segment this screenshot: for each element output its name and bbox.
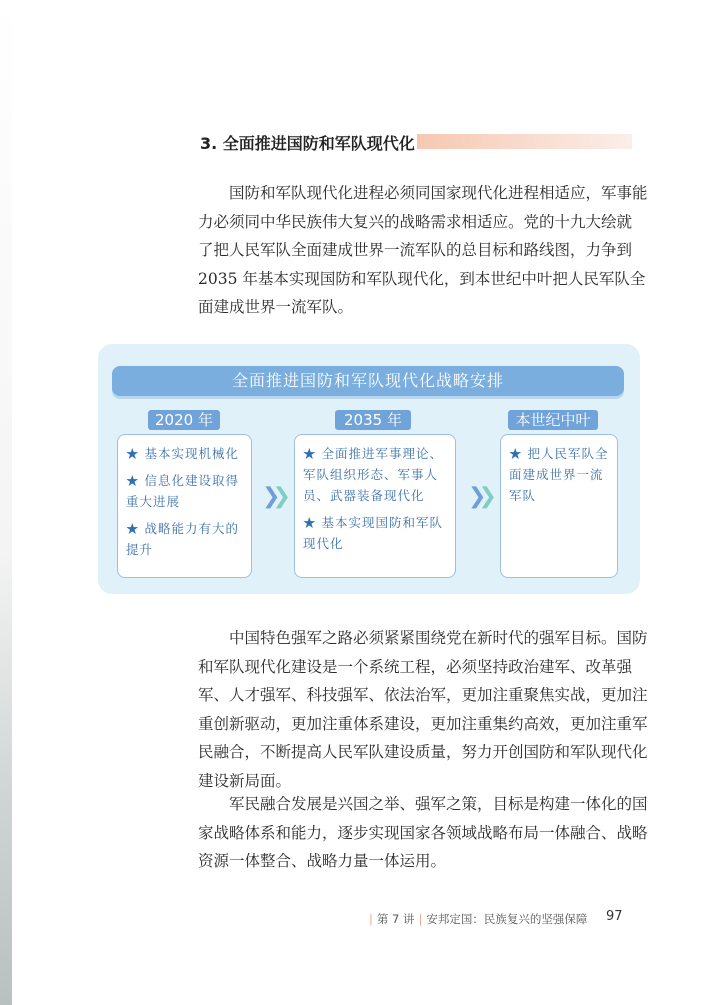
stage-item: 基本实现机械化: [144, 446, 240, 461]
text-line: 家战略体系和能力，逐步实现国家各领域战略布局一体融合、战略: [198, 823, 648, 842]
chevron-right-icon: ❯❯: [262, 484, 283, 509]
star-icon: ★: [303, 515, 317, 530]
text-line: 中国特色强军之路必须紧紧围绕党在新时代的强军目标。国防: [229, 629, 648, 647]
section-heading: 3. 全面推进国防和军队现代化: [200, 134, 415, 153]
lecture-number: 第 7 讲: [376, 912, 415, 926]
stage-item: 基本实现国防和军队现代化: [303, 515, 444, 551]
star-icon: ★: [126, 473, 140, 488]
text-line: 资源一体整合、战略力量一体运用。: [198, 852, 447, 870]
text-line: 军民融合发展是兴国之举、强军之策，目标是构建一体化的国: [229, 795, 648, 813]
stage-item: 战略能力有大的提升: [126, 521, 240, 557]
text-line: 2035 年基本实现国防和军队现代化，到本世纪中叶把人民军队全: [198, 269, 646, 288]
chevron-right-icon: ❯❯: [468, 484, 489, 509]
paragraph-2: [198, 624, 648, 795]
text-line: 建设新局面。: [198, 771, 292, 790]
stage-item: 全面推进军事理论、军队组织形态、军事人员、武器装备现代化: [303, 446, 444, 503]
text-line: 国防和军队现代化进程必须同国家现代化进程相适应，军事能: [229, 184, 648, 202]
page-number: 97: [606, 909, 623, 924]
star-icon: ★: [509, 446, 523, 461]
diagram-title: 全面推进国防和军队现代化战略安排: [112, 366, 624, 396]
stage-label-mid-century: 本世纪中叶: [508, 410, 598, 430]
stage-label-2035: 2035 年: [335, 410, 411, 430]
strategy-diagram: [98, 344, 640, 594]
text-line: 和军队现代化建设是一个系统工程，必须坚持政治建军、改革强: [198, 657, 633, 676]
text-line: 军、人才强军、科技强军、依法治军，更加注重聚焦实战，更加注: [198, 686, 648, 704]
star-icon: ★: [126, 446, 140, 461]
text-line: 面建成世界一流军队。: [198, 298, 354, 316]
stage-label-2020: 2020 年: [148, 410, 220, 430]
text-line: 力必须同中华民族伟大复兴的战略需求相适应。党的十九大绘就: [198, 212, 633, 231]
text-line: 重创新驱动，更加注重体系建设，更加注重集约高效，更加注重军: [198, 714, 648, 733]
star-icon: ★: [303, 446, 317, 461]
stage-item: 把人民军队全面建成世界一流军队: [509, 446, 609, 503]
text-line: 了把人民军队全面建成世界一流军队的总目标和路线图，力争到: [198, 241, 633, 259]
text-line: 民融合，不断提高人民军队建设质量，努力开创国防和军队现代化: [198, 743, 648, 761]
stage-box-mid-century: [500, 434, 618, 578]
lecture-title: 安邦定国：民族复兴的坚强保障: [426, 912, 588, 926]
star-icon: ★: [126, 521, 140, 536]
stage-box-2020: [117, 434, 252, 578]
running-footer: | 第 7 讲 | 安邦定国：民族复兴的坚强保障: [369, 912, 588, 926]
stage-box-2035: [294, 434, 456, 578]
stage-item: 信息化建设取得重大进展: [126, 473, 240, 509]
paragraph-3: [198, 790, 648, 876]
paragraph-1: [198, 179, 648, 322]
book-edge-photo: [0, 0, 12, 1005]
heading-decoration-bar: [417, 134, 632, 149]
